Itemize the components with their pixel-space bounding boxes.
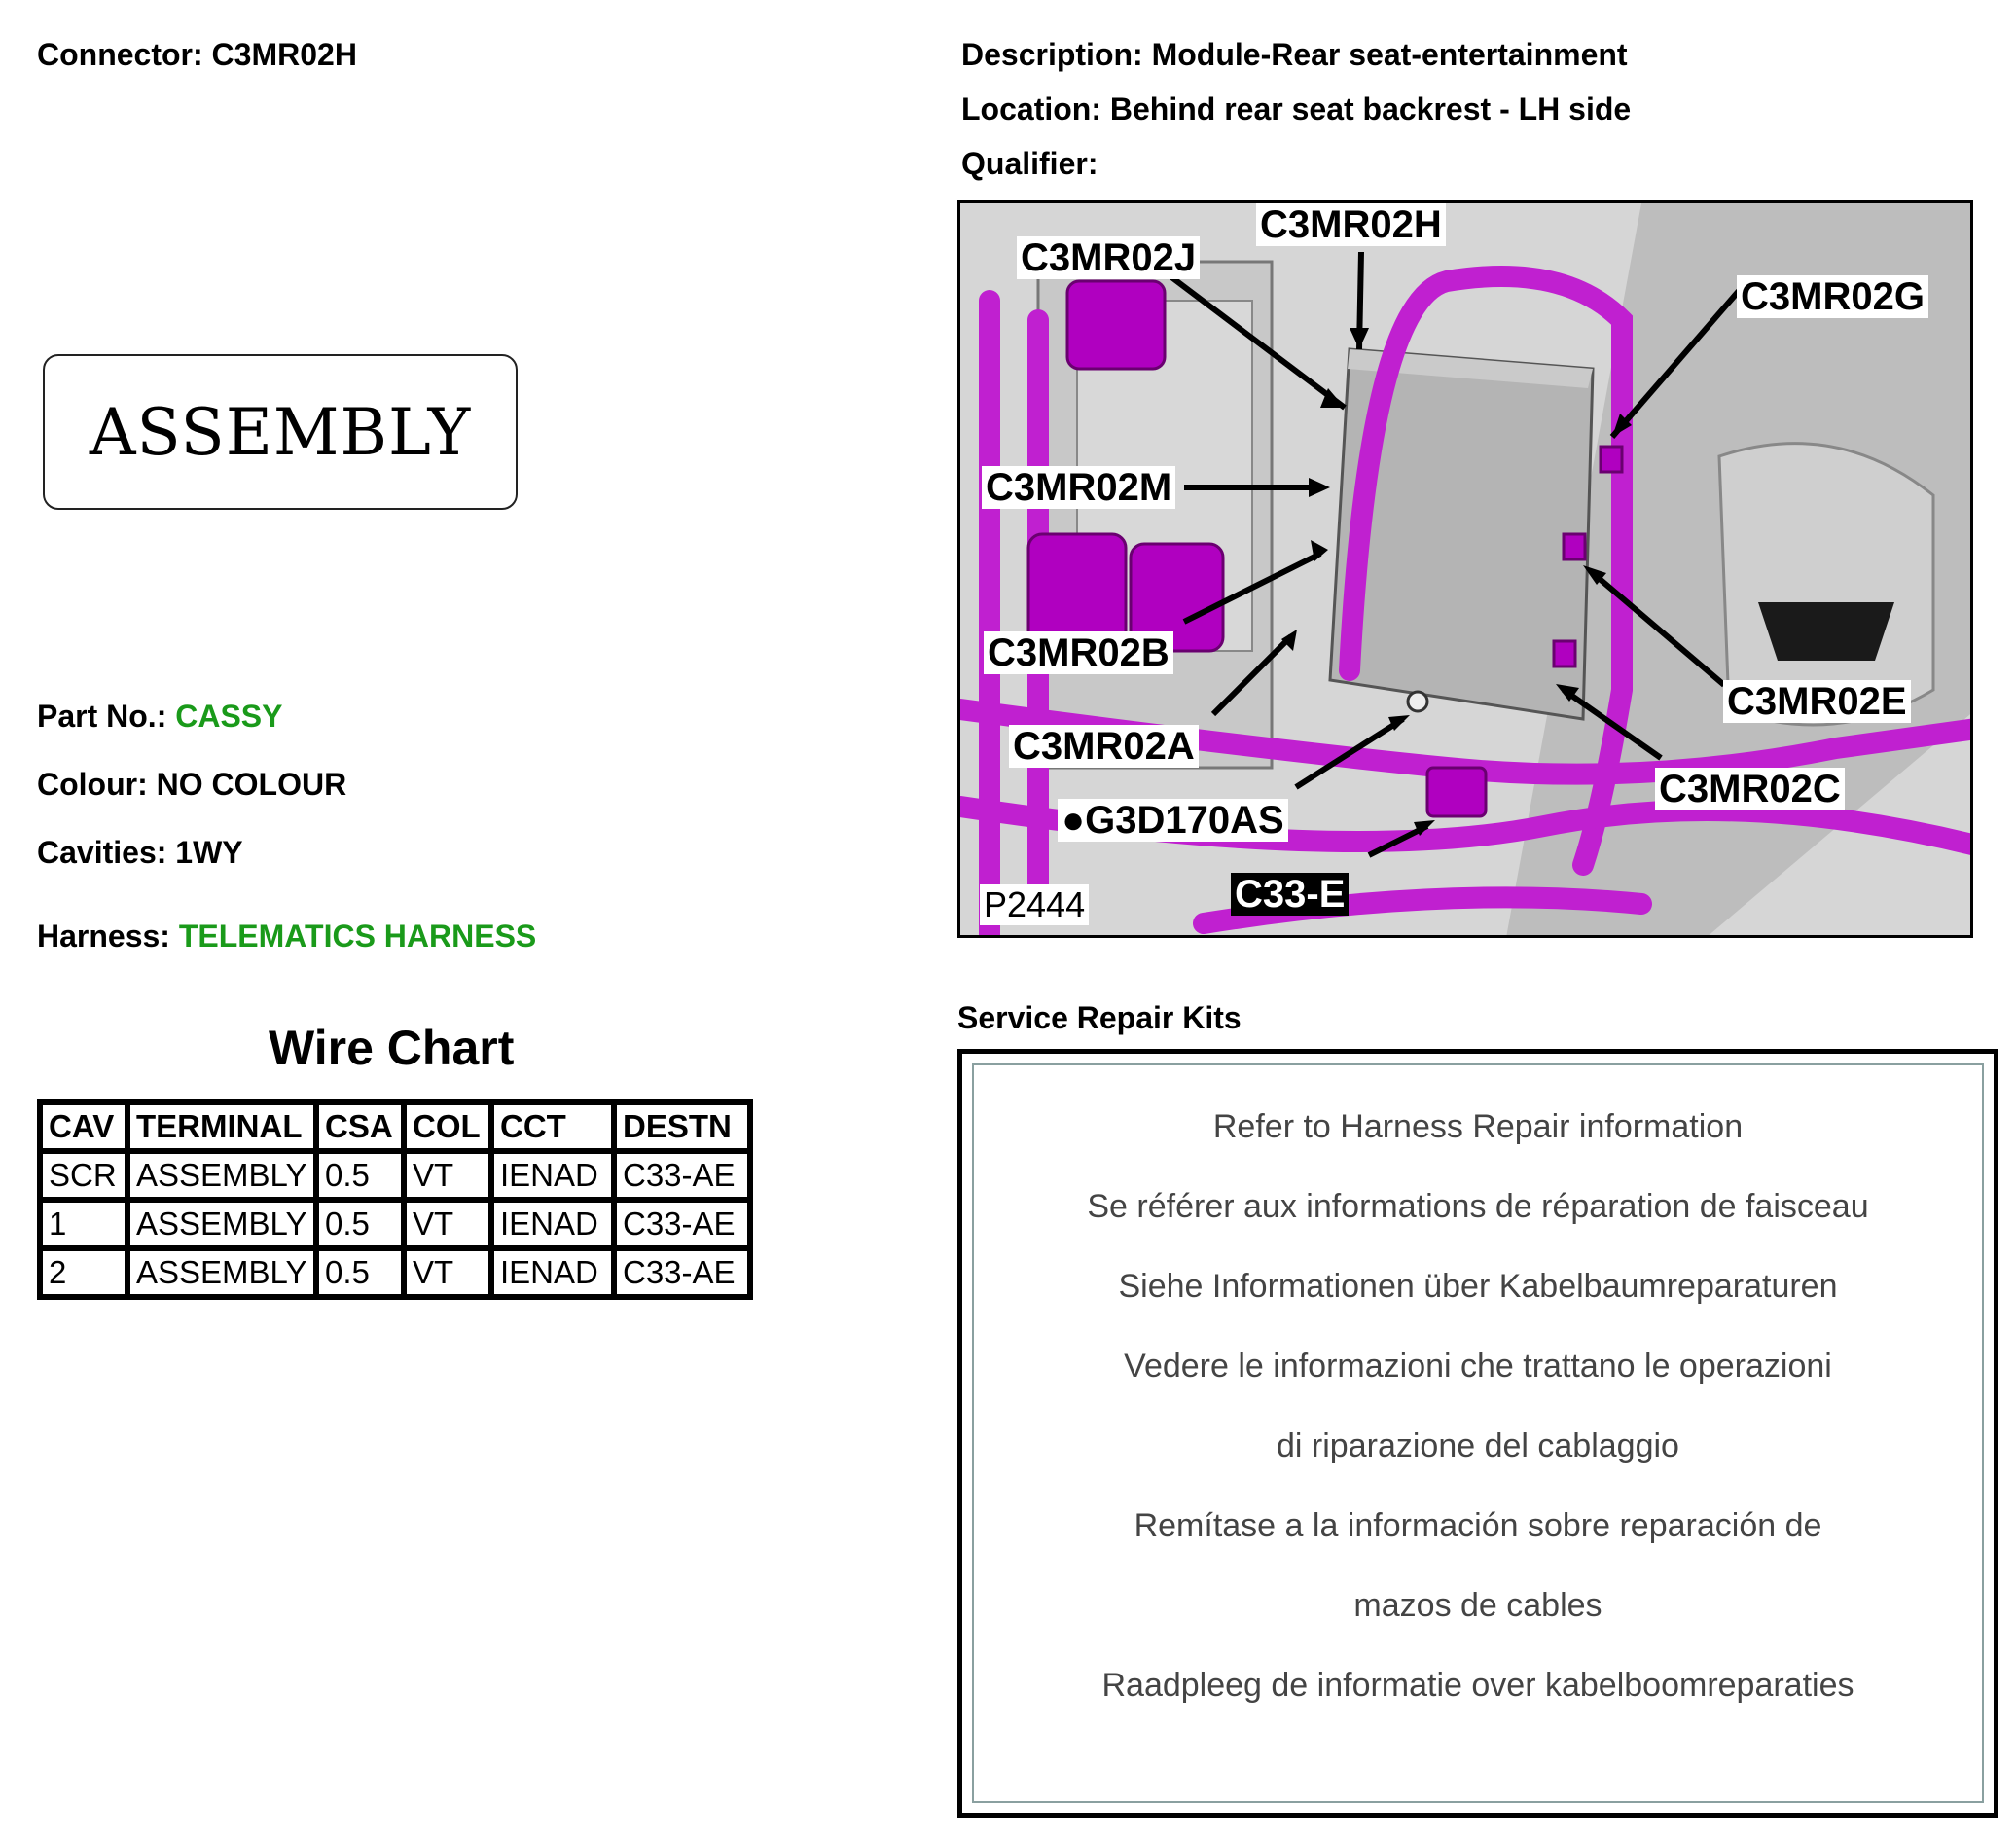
cell-csa: 0.5 — [316, 1200, 404, 1248]
service-repair-kits-title: Service Repair Kits — [957, 1000, 1242, 1035]
callout-c3mr02h: C3MR02H — [1256, 203, 1446, 246]
callout-c33-e: C33-E — [1231, 873, 1349, 916]
callout-c3mr02g: C3MR02G — [1737, 275, 1928, 318]
cell-terminal: ASSEMBLY — [127, 1151, 316, 1200]
kit-line-nl: Raadpleeg de informatie over kabelboomreparaties — [1101, 1667, 1854, 1704]
cell-cav: 2 — [40, 1248, 127, 1297]
harness-value[interactable]: TELEMATICS HARNESS — [178, 918, 537, 954]
callout-c3mr02j: C3MR02J — [1017, 236, 1200, 279]
picture-number: P2444 — [980, 884, 1089, 925]
qualifier-label: Qualifier: — [961, 146, 1098, 181]
assembly-text: ASSEMBLY — [89, 394, 472, 470]
header-csa: CSA — [316, 1102, 404, 1151]
description-value: Module-Rear seat-entertainment — [1151, 37, 1628, 72]
connector-line — [37, 37, 357, 73]
cell-terminal: ASSEMBLY — [127, 1248, 316, 1297]
kit-line-it-1: Vedere le informazioni che trattano le operazioni — [1124, 1348, 1832, 1385]
connector-label: Connector: — [37, 37, 203, 72]
header-terminal: TERMINAL — [127, 1102, 316, 1151]
assembly-image-box — [43, 354, 518, 510]
colour-label: Colour: — [37, 767, 148, 802]
kit-line-es-1: Remítase a la información sobre reparación de — [1134, 1507, 1822, 1544]
table-row — [40, 1151, 750, 1200]
kit-line-it-2: di riparazione del cablaggio — [1277, 1427, 1679, 1464]
part-no-line — [37, 699, 282, 735]
colour-line — [37, 767, 346, 803]
table-row — [40, 1248, 750, 1297]
table-header-row — [40, 1102, 750, 1151]
kit-line-fr: Se référer aux informations de réparation de faisceau — [1087, 1188, 1869, 1225]
callout-c3mr02e: C3MR02E — [1723, 680, 1911, 723]
table-row — [40, 1200, 750, 1248]
callout-c3mr02m: C3MR02M — [982, 466, 1175, 509]
service-repair-kits-box — [957, 1049, 1998, 1818]
cell-col: VT — [404, 1200, 491, 1248]
callout-c3mr02a: C3MR02A — [1009, 725, 1199, 768]
cavities-line — [37, 835, 243, 871]
cell-cav: 1 — [40, 1200, 127, 1248]
part-no-label: Part No.: — [37, 699, 167, 734]
header-cav: CAV — [40, 1102, 127, 1151]
service-repair-kits-inner — [972, 1063, 1984, 1803]
cell-col: VT — [404, 1248, 491, 1297]
cell-cav: SCR — [40, 1151, 127, 1200]
connector-value: C3MR02H — [211, 37, 357, 72]
cell-col: VT — [404, 1151, 491, 1200]
cell-cct: IENAD — [491, 1248, 614, 1297]
location-value: Behind rear seat backrest - LH side — [1109, 91, 1632, 126]
header-cct: CCT — [491, 1102, 614, 1151]
header-destn: DESTN — [614, 1102, 750, 1151]
kit-line-de: Siehe Informationen über Kabelbaumreparaturen — [1118, 1268, 1838, 1305]
wire-chart-table — [37, 1099, 753, 1300]
cell-cct: IENAD — [491, 1151, 614, 1200]
cell-destn: C33-AE — [614, 1151, 750, 1200]
cavities-value: 1WY — [175, 835, 243, 870]
callout-c3mr02c: C3MR02C — [1655, 768, 1845, 810]
cell-terminal: ASSEMBLY — [127, 1200, 316, 1248]
wire-chart-title: Wire Chart — [269, 1021, 515, 1075]
location-line — [961, 91, 1631, 127]
cell-csa: 0.5 — [316, 1151, 404, 1200]
header-col: COL — [404, 1102, 491, 1151]
kit-line-es-2: mazos de cables — [1353, 1587, 1602, 1624]
cell-destn: C33-AE — [614, 1248, 750, 1297]
location-label: Location: — [961, 91, 1101, 126]
kit-line-en: Refer to Harness Repair information — [1212, 1108, 1744, 1145]
description-line — [961, 37, 1628, 73]
harness-line — [37, 918, 536, 955]
colour-value: NO COLOUR — [156, 767, 347, 802]
cell-cct: IENAD — [491, 1200, 614, 1248]
callout-c3mr02b: C3MR02B — [984, 631, 1173, 674]
callout-g3d170as: ●G3D170AS — [1058, 799, 1288, 842]
connector-location-photo — [957, 200, 1973, 938]
cell-destn: C33-AE — [614, 1200, 750, 1248]
part-no-value[interactable]: CASSY — [175, 699, 283, 734]
cell-csa: 0.5 — [316, 1248, 404, 1297]
description-label: Description: — [961, 37, 1143, 72]
cavities-label: Cavities: — [37, 835, 167, 870]
harness-label: Harness: — [37, 918, 170, 954]
